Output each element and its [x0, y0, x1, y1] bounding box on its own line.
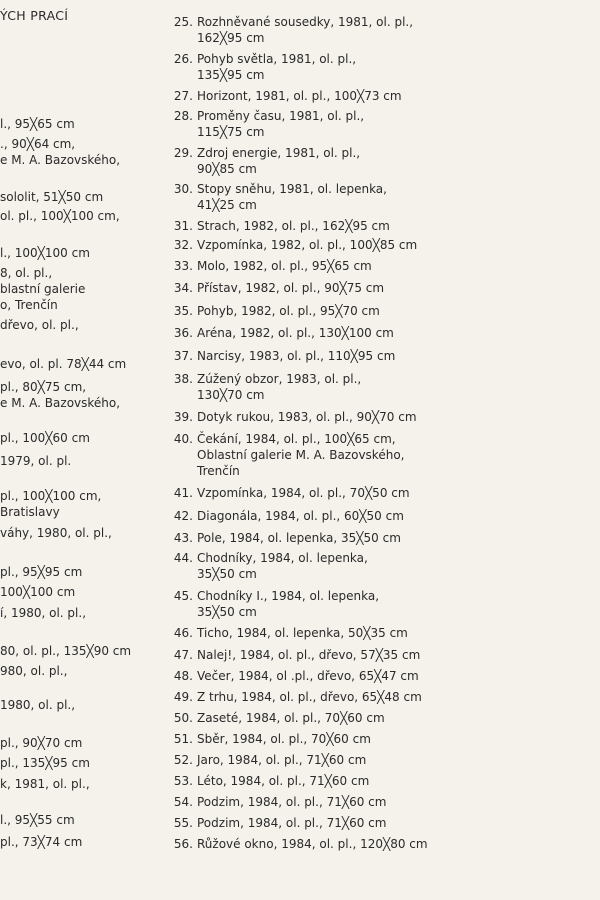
entry-number: 36.	[173, 326, 193, 340]
entry-text: Nalej!, 1984, ol. pl., dřevo, 57╳35 cm	[197, 648, 421, 662]
entry-text: Strach, 1982, ol. pl., 162╳95 cm	[197, 219, 390, 233]
list-line: 100╳100 cm	[0, 585, 76, 599]
entry-text: Zaseté, 1984, ol. pl., 70╳60 cm	[197, 711, 385, 725]
list-line: 1979, ol. pl.	[0, 454, 72, 468]
entry-number: 40.	[173, 432, 193, 446]
entry-number: 31.	[173, 219, 193, 233]
entry-number: 54.	[173, 795, 193, 809]
entry-text: Chodníky, 1984, ol. lepenka, 35╳50 cm	[197, 551, 368, 581]
list-line: pl., 100╳100 cm,	[0, 489, 102, 503]
list-line: dřevo, ol. pl.,	[0, 318, 79, 332]
list-line: evo, ol. pl. 78╳44 cm	[0, 357, 127, 371]
list-line: pl., 135╳95 cm	[0, 756, 90, 770]
entry-text: Jaro, 1984, ol. pl., 71╳60 cm	[197, 753, 367, 767]
entry-text: Sběr, 1984, ol. pl., 70╳60 cm	[197, 732, 371, 746]
list-line: l., 95╳65 cm	[0, 117, 75, 131]
entry-number: 49.	[173, 690, 193, 704]
entry-number: 29.	[173, 146, 193, 160]
list-line: 8, ol. pl.,	[0, 266, 53, 280]
entry-text: Narcisy, 1983, ol. pl., 110╳95 cm	[197, 349, 396, 363]
list-line: 980, ol. pl.,	[0, 664, 68, 678]
list-line: e M. A. Bazovského,	[0, 396, 121, 410]
entry-number: 42.	[173, 509, 193, 523]
entry-number: 47.	[173, 648, 193, 662]
list-line: 1980, ol. pl.,	[0, 698, 76, 712]
entry-text: Růžové okno, 1984, ol. pl., 120╳80 cm	[197, 837, 428, 851]
entry-text: Přístav, 1982, ol. pl., 90╳75 cm	[197, 281, 385, 295]
entry-number: 55.	[173, 816, 193, 830]
entry-text: Pohyb světla, 1981, ol. pl., 135╳95 cm	[197, 52, 357, 82]
entry-text: Vzpomínka, 1984, ol. pl., 70╳50 cm	[197, 486, 410, 500]
entry-number: 32.	[173, 238, 193, 252]
entry-number: 48.	[173, 669, 193, 683]
entry-number: 43.	[173, 531, 193, 545]
entry-number: 35.	[173, 304, 193, 318]
entry-number: 26.	[173, 52, 193, 66]
entry-text: Rozhněvané sousedky, 1981, ol. pl., 162╳95 cm	[197, 15, 414, 45]
list-line: ol. pl., 100╳100 cm,	[0, 209, 120, 223]
entry-text: Z trhu, 1984, ol. pl., dřevo, 65╳48 cm	[197, 690, 422, 704]
list-line: k, 1981, ol. pl.,	[0, 777, 90, 791]
entry-text: Diagonála, 1984, ol. pl., 60╳50 cm	[197, 509, 404, 523]
entry-number: 52.	[173, 753, 193, 767]
list-line: pl., 80╳75 cm,	[0, 380, 87, 394]
list-line: ., 90╳64 cm,	[0, 137, 76, 151]
entry-text: Zúžený obzor, 1983, ol. pl., 130╳70 cm	[197, 372, 362, 402]
entry-number: 50.	[173, 711, 193, 725]
entry-number: 41.	[173, 486, 193, 500]
entry-number: 34.	[173, 281, 193, 295]
entry-text: Vzpomínka, 1982, ol. pl., 100╳85 cm	[197, 238, 418, 252]
list-line: í, 1980, ol. pl.,	[0, 606, 87, 620]
entry-number: 51.	[173, 732, 193, 746]
entry-text: Podzim, 1984, ol. pl., 71╳60 cm	[197, 816, 387, 830]
entry-text: Čekání, 1984, ol. pl., 100╳65 cm, Oblastní galerie M. A. Bazovského, Trenčín	[197, 432, 405, 478]
section-heading: ÝCH PRACÍ	[0, 8, 69, 23]
entry-text: Pohyb, 1982, ol. pl., 95╳70 cm	[197, 304, 380, 318]
entry-text: Stopy sněhu, 1981, ol. lepenka, 41╳25 cm	[197, 182, 387, 212]
entry-number: 53.	[173, 774, 193, 788]
entry-number: 28.	[173, 109, 193, 123]
entry-number: 38.	[173, 372, 193, 386]
list-line: Bratislavy	[0, 505, 60, 519]
entry-text: Chodníky I., 1984, ol. lepenka, 35╳50 cm	[197, 589, 380, 619]
list-line: l., 95╳55 cm	[0, 813, 75, 827]
entry-number: 37.	[173, 349, 193, 363]
list-line: blastní galerie	[0, 282, 86, 296]
entry-number: 45.	[173, 589, 193, 603]
entry-number: 25.	[173, 15, 193, 29]
list-line: e M. A. Bazovského,	[0, 153, 121, 167]
entry-number: 33.	[173, 259, 193, 273]
list-line: pl., 90╳70 cm	[0, 736, 83, 750]
entry-text: Ticho, 1984, ol. lepenka, 50╳35 cm	[197, 626, 408, 640]
list-line: váhy, 1980, ol. pl.,	[0, 526, 112, 540]
entry-number: 39.	[173, 410, 193, 424]
entry-text: Molo, 1982, ol. pl., 95╳65 cm	[197, 259, 372, 273]
entry-text: Zdroj energie, 1981, ol. pl., 90╳85 cm	[197, 146, 361, 176]
list-line: sololit, 51╳50 cm	[0, 190, 104, 204]
list-line: 80, ol. pl., 135╳90 cm	[0, 644, 132, 658]
entry-text: Večer, 1984, ol .pl., dřevo, 65╳47 cm	[197, 669, 419, 683]
list-line: l., 100╳100 cm	[0, 246, 90, 260]
entry-text: Horizont, 1981, ol. pl., 100╳73 cm	[197, 89, 402, 103]
entry-number: 30.	[173, 182, 193, 196]
entry-text: Aréna, 1982, ol. pl., 130╳100 cm	[197, 326, 394, 340]
entry-text: Dotyk rukou, 1983, ol. pl., 90╳70 cm	[197, 410, 417, 424]
entry-number: 46.	[173, 626, 193, 640]
list-line: o, Trenčín	[0, 298, 58, 312]
entry-number: 56.	[173, 837, 193, 851]
entry-number: 44.	[173, 551, 193, 565]
entry-number: 27.	[173, 89, 193, 103]
list-line: pl., 100╳60 cm	[0, 431, 90, 445]
list-line: pl., 95╳95 cm	[0, 565, 83, 579]
entry-text: Proměny času, 1981, ol. pl., 115╳75 cm	[197, 109, 365, 139]
entry-text: Léto, 1984, ol. pl., 71╳60 cm	[197, 774, 370, 788]
entry-text: Pole, 1984, ol. lepenka, 35╳50 cm	[197, 531, 401, 545]
list-line: pl., 73╳74 cm	[0, 835, 83, 849]
entry-text: Podzim, 1984, ol. pl., 71╳60 cm	[197, 795, 387, 809]
